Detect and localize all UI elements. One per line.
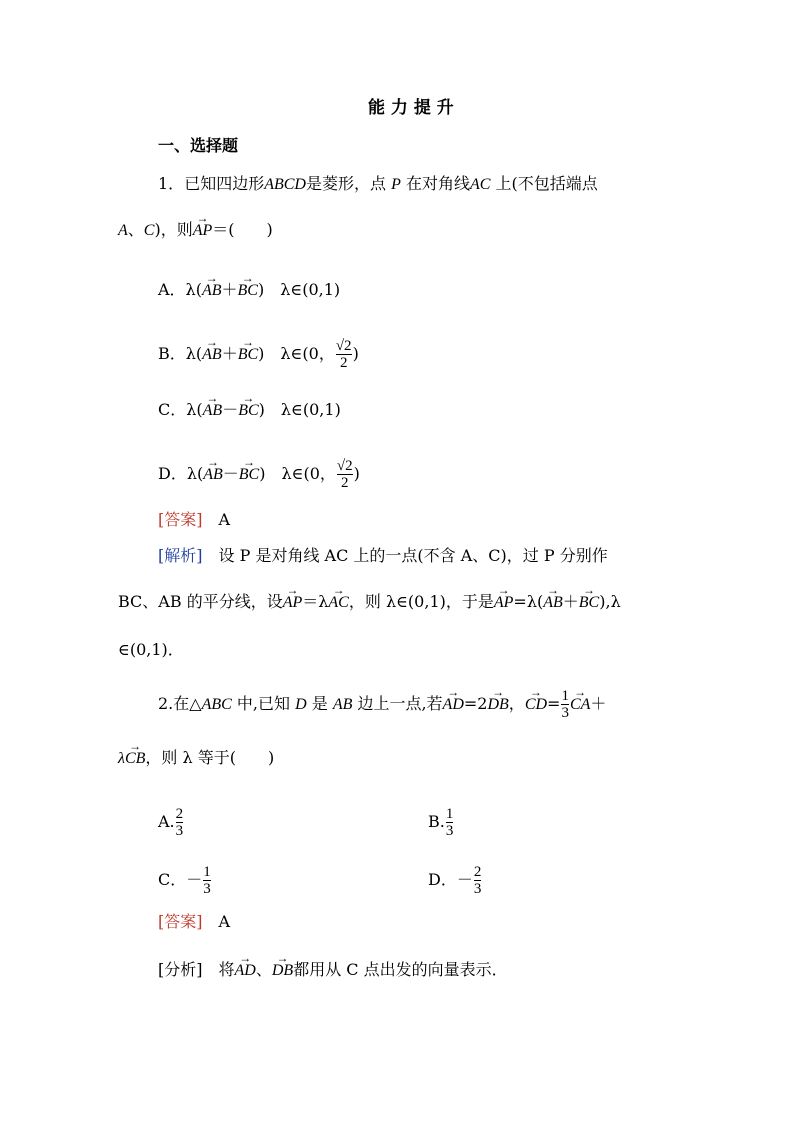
q2-text: 边上一点,若	[352, 694, 443, 713]
q1-point: P	[391, 176, 401, 193]
operator: ＋	[221, 344, 238, 363]
q1-text: 在对角线	[405, 174, 470, 193]
q1-analysis-line1	[158, 546, 608, 566]
q2-triangle: ABC	[201, 696, 232, 713]
section-heading: 一、选择题	[158, 136, 239, 155]
fraction-denominator: 3	[175, 823, 184, 839]
q1-endpoint: A	[118, 222, 128, 239]
analysis-text: 设 P 是对角线 AC 上的一点(不含 A、C)，过 P 分别作	[218, 546, 608, 565]
fraction-numerator: 1	[203, 864, 211, 880]
note-text: 、	[255, 960, 272, 979]
vector-ac: → AC	[328, 593, 348, 613]
q2-option-d	[428, 864, 482, 897]
q1-quad: ABCD	[264, 176, 306, 193]
vector-cd: → CD	[525, 695, 547, 715]
option-range: ) λ∈(0，	[258, 344, 335, 363]
q1-option-c	[158, 400, 341, 421]
q1-stem-line1	[158, 174, 598, 195]
option-label: C．－	[158, 870, 203, 889]
q1-text: )，则	[154, 220, 193, 239]
vector-ab: → AB	[202, 345, 222, 365]
q2-option-b	[428, 806, 454, 839]
vector-ca: → CA	[570, 695, 590, 715]
fraction-numerator: 1	[445, 806, 454, 822]
vector-ab: → AB	[543, 593, 563, 613]
vector-ap: → AP	[193, 221, 213, 241]
operator: ＋	[221, 280, 238, 299]
q2-answer	[158, 912, 230, 932]
q1-endpoint: C	[143, 222, 155, 239]
answer-value: A	[218, 912, 231, 931]
fraction	[561, 688, 569, 721]
answer-value: A	[218, 510, 231, 529]
q1-option-d	[158, 458, 360, 491]
q1-number: 1．	[158, 174, 185, 193]
fraction-numerator: 2	[473, 864, 482, 880]
operator: －	[222, 400, 239, 419]
fraction	[176, 806, 184, 839]
q1-text: 已知四边形	[184, 174, 265, 193]
analysis-text: ，则 λ∈(0,1)，于是	[348, 592, 494, 611]
answer-tag: [答案]	[158, 510, 203, 529]
fraction-denominator: 3	[473, 881, 482, 897]
note-text: 都用从 C 点出发的向量表示．	[293, 960, 508, 979]
fraction	[474, 864, 482, 897]
q2-option-a	[158, 806, 184, 839]
q2-text: ，	[508, 694, 525, 713]
vector-bc: → BC	[239, 465, 259, 485]
note-text: 将	[218, 960, 235, 979]
operator: －	[222, 464, 239, 483]
option-label: D．－	[428, 870, 473, 889]
vector-bc: → BC	[238, 401, 258, 421]
q1-diagonal: AC	[469, 176, 491, 193]
option-range-close: )	[352, 344, 359, 363]
option-range: ) λ∈(0，	[259, 464, 336, 483]
q2-point: D	[295, 696, 307, 713]
fraction-numerator: √2	[336, 458, 353, 474]
option-label: C．λ(	[158, 400, 203, 419]
q2-lambda: λ	[118, 750, 125, 767]
vector-ap: → AP	[494, 593, 514, 613]
vector-bc: → BC	[238, 281, 258, 301]
q2-text: ，则 λ 等于( )	[145, 748, 275, 767]
vector-cb: → CB	[125, 749, 145, 769]
option-range: ) λ∈(0,1)	[257, 280, 341, 299]
fraction	[446, 806, 454, 839]
q1-analysis-line2	[118, 592, 621, 613]
analysis-text: ＝λ	[302, 592, 329, 611]
q2-stem-line2	[118, 748, 274, 769]
q1-stem-line2	[118, 220, 273, 241]
analysis-text: =λ(	[513, 592, 544, 611]
vector-ab: → AB	[203, 401, 223, 421]
option-range: ) λ∈(0,1)	[258, 400, 341, 419]
fraction	[203, 864, 211, 897]
operator: ＋	[562, 592, 579, 611]
q1-option-b	[158, 338, 359, 371]
option-label: D．λ(	[158, 464, 204, 483]
vector-bc: → BC	[579, 593, 599, 613]
fraction-denominator: 3	[203, 881, 211, 897]
fraction-denominator: 3	[561, 705, 569, 721]
operator: ＋	[590, 694, 607, 713]
analysis-tag: [解析]	[158, 546, 203, 565]
fraction-denominator: 2	[339, 355, 348, 371]
q1-text: 上(不包括端点	[495, 174, 598, 193]
analysis-text: ),λ	[599, 592, 621, 611]
q1-text: 、	[127, 220, 144, 239]
q2-text: =	[547, 694, 561, 713]
fraction-numerator: 1	[561, 688, 569, 704]
answer-tag: [答案]	[158, 912, 203, 931]
option-label: B．λ(	[158, 344, 203, 363]
analysis-text: BC、AB 的平分线，设	[118, 592, 283, 611]
vector-ap: → AP	[283, 593, 303, 613]
q2-stem-line1	[158, 688, 606, 721]
q1-text: ＝( )	[212, 220, 273, 239]
vector-ad: → AD	[235, 961, 256, 981]
fraction-denominator: 3	[445, 823, 454, 839]
q2-text: 是	[306, 694, 333, 713]
fraction	[336, 338, 352, 371]
fraction	[337, 458, 353, 491]
q1-option-a	[158, 280, 340, 301]
q2-option-c	[158, 864, 212, 897]
q1-answer	[158, 510, 230, 530]
q1-text: 是菱形，点	[305, 174, 386, 193]
fraction-numerator: 2	[175, 806, 184, 822]
q2-text: 中,已知	[231, 694, 296, 713]
option-label: A.	[158, 812, 175, 831]
vector-ab: → AB	[202, 281, 222, 301]
q2-text: 2.在△	[158, 694, 202, 713]
fraction-numerator: √2	[335, 338, 352, 354]
vector-ad: → AD	[443, 695, 464, 715]
q2-note	[158, 960, 508, 981]
vector-ab: → AB	[203, 465, 223, 485]
note-tag: [分析]	[158, 960, 203, 979]
page-title: 能 力 提 升	[368, 98, 454, 118]
fraction-denominator: 2	[341, 475, 349, 491]
q1-analysis-line3: ∈(0,1)．	[118, 640, 184, 659]
option-label: B.	[428, 812, 445, 831]
vector-db: → DB	[487, 695, 508, 715]
vector-db: → DB	[272, 961, 293, 981]
option-label: A．λ(	[158, 280, 202, 299]
q2-side: AB	[332, 696, 353, 713]
vector-bc: → BC	[238, 345, 258, 365]
q2-text: =2	[463, 694, 488, 713]
option-range-close: )	[353, 464, 360, 483]
